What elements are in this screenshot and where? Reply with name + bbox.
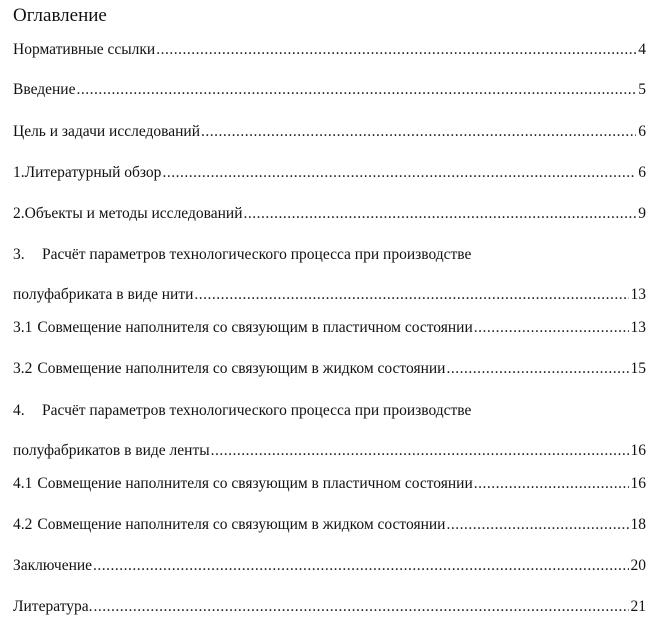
toc-entry-section-3-1[interactable] <box>13 318 646 338</box>
toc-leader-dots <box>201 122 636 142</box>
toc-leader-dots <box>156 40 636 60</box>
toc-entry-label: полуфабрикатов в виде ленты <box>13 442 210 459</box>
toc-entry-section-4-2[interactable] <box>13 515 646 535</box>
toc-entry-conclusion[interactable] <box>13 556 646 576</box>
toc-entry-label: Литература. <box>13 598 93 615</box>
toc-page-number: 18 <box>630 516 646 533</box>
toc-entry-number: 2. <box>13 205 25 222</box>
toc-leader-dots <box>162 163 636 183</box>
toc-entry-section-3[interactable] <box>13 245 646 305</box>
toc-entry-label: полуфабриката в виде нити <box>13 286 194 303</box>
toc-title: Оглавление <box>13 5 107 26</box>
toc-page-number: 15 <box>630 360 646 377</box>
toc-page-number: 21 <box>630 598 646 615</box>
toc-entry-goals[interactable] <box>13 122 646 142</box>
toc-entry-section-4[interactable] <box>13 401 646 461</box>
toc-entry-label: Совмещение наполнителя со связующим в жидком состоянии <box>37 516 446 533</box>
toc-entry-number: 4. <box>13 402 25 419</box>
toc-entry-label: Совмещение наполнителя со связующим в пластичном состоянии <box>37 319 473 336</box>
toc-entry-label: Объекты и методы исследований <box>24 205 243 222</box>
toc-entry-number: 1. <box>13 164 25 181</box>
toc-page-number: 6 <box>638 164 646 181</box>
toc-entry-label: Совмещение наполнителя со связующим в пластичном состоянии <box>37 475 473 492</box>
toc-page-number: 5 <box>638 81 646 98</box>
toc-entry-number: 3.2 <box>13 360 33 377</box>
toc-page-number: 13 <box>630 286 646 303</box>
toc-entry-number: 4.2 <box>13 516 33 533</box>
toc-page-number: 16 <box>630 442 646 459</box>
toc-leader-dots <box>244 204 637 224</box>
toc-entry-references[interactable] <box>13 597 646 617</box>
toc-entry-section-3-2[interactable] <box>13 359 646 379</box>
toc-entry-literature-review[interactable] <box>13 163 646 183</box>
toc-leader-dots <box>474 474 629 494</box>
toc-page-number: 6 <box>638 123 646 140</box>
toc-entry-label: Литературный обзор <box>24 164 162 181</box>
toc-entry-number: 4.1 <box>13 475 33 492</box>
toc-entry-normative-references[interactable] <box>13 40 646 60</box>
toc-leader-dots <box>474 318 629 338</box>
toc-entry-introduction[interactable] <box>13 80 646 100</box>
toc-entry-number: 3.1 <box>13 319 33 336</box>
toc-entry-label: Совмещение наполнителя со связующим в жидком состоянии <box>37 360 446 377</box>
toc-page-number: 16 <box>630 475 646 492</box>
toc-entry-label-line1: Расчёт параметров технологического процесса при производстве <box>42 246 472 263</box>
toc-leader-dots <box>211 441 629 461</box>
toc-entry-number: 3. <box>13 246 25 263</box>
toc-page-number: 13 <box>630 319 646 336</box>
toc-entry-objects-methods[interactable] <box>13 204 646 224</box>
toc-entry-label: Введение <box>13 81 76 98</box>
toc-leader-dots <box>194 285 628 305</box>
toc-entry-label: Цель и задачи исследований <box>13 123 201 140</box>
toc-entry-label: Заключение <box>13 557 93 574</box>
toc-entry-label: Нормативные ссылки <box>13 41 156 58</box>
toc-page-number: 20 <box>630 557 646 574</box>
toc-page-number: 4 <box>638 41 646 58</box>
toc-leader-dots <box>446 515 628 535</box>
toc-leader-dots <box>94 597 629 617</box>
toc-entry-section-4-1[interactable] <box>13 474 646 494</box>
toc-leader-dots <box>76 80 636 100</box>
toc-entry-label-line1: Расчёт параметров технологического процесса при производстве <box>42 402 472 419</box>
table-of-contents <box>13 3 646 615</box>
toc-page-number: 9 <box>638 205 646 222</box>
toc-leader-dots <box>446 359 628 379</box>
toc-leader-dots <box>93 556 628 576</box>
